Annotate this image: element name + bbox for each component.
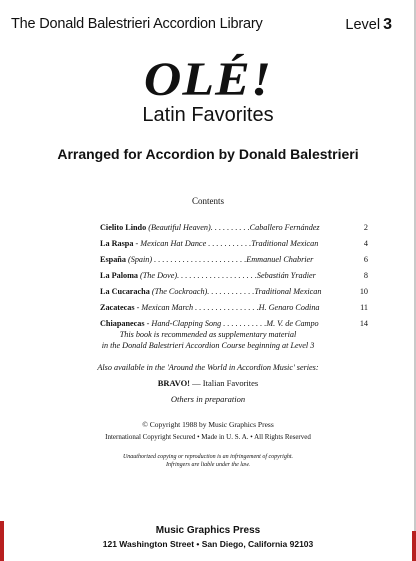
also-available: Also available in the 'Around the World in Accordion Music' series: xyxy=(97,363,319,372)
song-details: (Spain) . . . . . . . . . . . . . . . . . . . . . . .Emmanuel Chabrier xyxy=(125,255,314,264)
song-details: (Beautiful Heaven). . . . . . . . . .Caballero Fernández xyxy=(146,223,320,232)
song-title: La Paloma xyxy=(100,271,138,280)
page-number: 14 xyxy=(359,319,368,328)
song-title: Chiapanecas xyxy=(100,319,145,328)
warning-line: Unauthorized copying or reproduction is an infringement of copyright. xyxy=(122,454,294,460)
contents-item xyxy=(100,300,368,316)
level-label: Level xyxy=(345,17,381,33)
contents-item xyxy=(100,220,368,236)
contents-item xyxy=(100,236,368,252)
recommendation-line: This book is recommended as supplementary material xyxy=(119,330,297,339)
publisher-name: Music Graphics Press xyxy=(155,525,261,536)
arranged-by: Arranged for Accordion by Donald Balestrieri xyxy=(57,146,359,162)
contents-item xyxy=(100,284,368,300)
series-entry xyxy=(0,378,416,388)
page-number: 8 xyxy=(363,271,368,280)
recommendation-note xyxy=(0,329,416,351)
contents-item xyxy=(100,268,368,284)
level-number: 3 xyxy=(383,16,392,33)
library-name: The Donald Balestrieri Accordion Library xyxy=(11,16,263,32)
song-title: La Raspa xyxy=(100,239,134,248)
series-subtitle: — Italian Favorites xyxy=(190,378,259,388)
contents-item xyxy=(100,252,368,268)
copyright-line: © Copyright 1988 by Music Graphics Press xyxy=(142,420,274,429)
song-details: (The Cockroach). . . . . . . . . . . .Traditional Mexican xyxy=(149,287,322,296)
warning-line: Infringers are liable under the law. xyxy=(166,462,250,468)
rights-line: International Copyright Secured • Made in U. S. A. • All Rights Reserved xyxy=(105,433,311,441)
recommendation-line: in the Donald Balestrieri Accordion Course beginning at Level 3 xyxy=(101,341,315,350)
contents-list xyxy=(100,220,368,332)
page-number: 10 xyxy=(359,287,368,296)
copyright-warning xyxy=(0,453,416,469)
song-details: - Mexican Hat Dance . . . . . . . . . . .Traditional Mexican xyxy=(133,239,319,248)
book-subtitle: Latin Favorites xyxy=(142,104,274,126)
book-title: OLÉ! xyxy=(143,53,273,106)
series-title: BRAVO! xyxy=(157,378,191,388)
others-note: Others in preparation xyxy=(170,394,246,404)
publisher-address: 121 Washington Street • San Diego, California 92103 xyxy=(102,539,314,549)
page-number: 6 xyxy=(363,255,368,264)
song-title: Zacatecas xyxy=(100,303,135,312)
page-number: 11 xyxy=(360,303,368,312)
page-number: 4 xyxy=(363,239,368,248)
level-indicator xyxy=(345,16,392,34)
song-title: España xyxy=(100,255,126,264)
song-details: - Hand-Clapping Song . . . . . . . . . . .M. V. de Campo xyxy=(144,319,319,328)
contents-heading: Contents xyxy=(191,196,224,206)
song-title: Cielito Lindo xyxy=(100,223,147,232)
song-title: La Cucaracha xyxy=(100,287,150,296)
page-number: 2 xyxy=(363,223,368,232)
song-details: (The Dove). . . . . . . . . . . . . . . . . . . .Sebastián Yradier xyxy=(137,271,316,280)
song-details: - Mexican March . . . . . . . . . . . . . . . .H. Genaro Codina xyxy=(134,303,320,312)
